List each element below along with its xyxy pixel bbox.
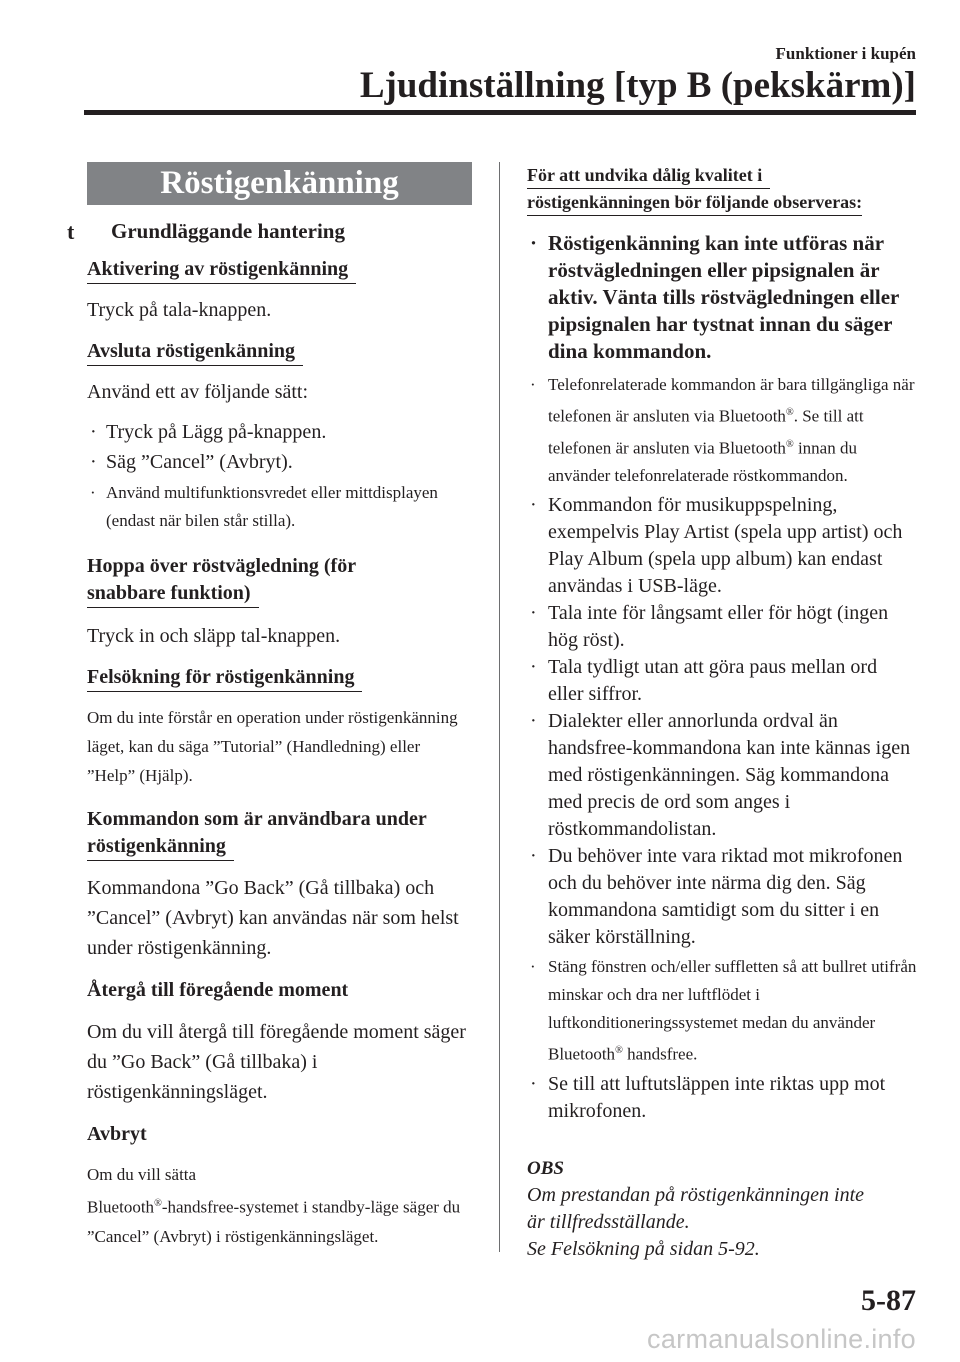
bullet-dot-icon: · xyxy=(530,1072,537,1095)
list-item xyxy=(527,230,917,365)
activate-text: Tryck på tala-knappen. xyxy=(87,299,272,321)
registered-mark: ® xyxy=(615,1045,623,1057)
cancel-text-rest: -handsfree-systemet i standby-läge säger du ”Cancel” (Avbryt) i röstigenkänningsläget. xyxy=(87,1197,461,1246)
basic-heading-row xyxy=(67,219,472,251)
list-item-text: Se till att luftutsläppen inte riktas upp mot mikrofonen. xyxy=(548,1072,886,1122)
list-item-text: Stäng fönstren och/eller suffletten så att bullret utifrån minskar och dra ner luftflödet i luftkonditioneringssystemet medan du använder xyxy=(548,957,917,1033)
header-rule xyxy=(84,110,916,115)
list-item xyxy=(87,417,472,447)
skip-text: Tryck in och släpp tal-knappen. xyxy=(87,625,341,647)
list-item-text: Dialekter eller annorlunda ordval än handsfree-kommandona kan inte kännas igen med röstigenkänningen. Säg kommandona med precis de ord som anges i röstkommandolistan. xyxy=(548,710,911,841)
header-section-label: Funktioner i kupén xyxy=(775,44,916,63)
right-column xyxy=(527,162,917,1263)
brand-name: Bluetooth xyxy=(87,1197,155,1217)
watermark: carmanualsonline.info xyxy=(647,1324,916,1354)
registered-mark: ® xyxy=(785,438,794,450)
bullet-dot-icon: · xyxy=(530,845,537,868)
trouble-heading: Felsökning för röstigenkänning xyxy=(87,664,362,692)
note-line: Om prestandan på röstigenkänningen inte xyxy=(527,1183,865,1206)
commands-text: Kommandona ”Go Back” (Gå tillbaka) och ”Cancel” (Avbryt) kan användas när som helst under röstigenkänning. xyxy=(87,877,459,959)
list-item-text: Röstigenkänning kan inte utföras när röstvägledningen eller pipsignalen är aktiv. Vänta tills röstvägledningen eller pipsignalen har tystnat innan du säger dina kommandon. xyxy=(548,231,899,363)
basic-heading: Grundläggande hantering xyxy=(111,219,345,243)
bullet-dot-icon: · xyxy=(530,656,537,679)
skip-heading-line1: Hoppa över röstvägledning (för xyxy=(87,555,357,577)
list-item-text: Tala inte för långsamt eller för högt (ingen hög röst). xyxy=(548,602,889,652)
cancel-text xyxy=(87,1160,472,1251)
page-number: 5-87 xyxy=(861,1284,916,1317)
column-divider xyxy=(499,162,500,1252)
list-item-text: Kommandon för musikuppspelning, exempelvis Play Artist (spela upp artist) och Play Album (spela upp album) kan endast användas i USB-läge. xyxy=(548,494,903,598)
bullet-dot-icon: · xyxy=(530,231,538,255)
list-item xyxy=(527,708,917,843)
commands-heading-line1: Kommandon som är användbara under xyxy=(87,808,427,830)
list-item-text: Tryck på Lägg på-knappen. xyxy=(106,421,327,443)
bullet-dot-icon: · xyxy=(530,494,537,517)
bullet-dot-icon: · xyxy=(90,451,97,473)
list-item xyxy=(527,843,917,951)
end-text: Använd ett av följande sätt: xyxy=(87,381,309,403)
end-heading: Avsluta röstigenkänning xyxy=(87,338,303,366)
bullet-dot-icon: · xyxy=(530,602,537,625)
list-item-text: Telefonrelaterade kommandon är bara tillgängliga när telefonen är ansluten via xyxy=(548,375,915,426)
list-item xyxy=(527,600,917,654)
commands-heading-line2: röstigenkänning xyxy=(87,833,234,861)
trouble-text: Om du inte förstår en operation under röstigenkänning läget, kan du säga ”Tutorial” (Handledning) eller ”Help” (Hjälp). xyxy=(87,708,458,785)
registered-mark: ® xyxy=(785,407,794,418)
list-item-text: Du behöver inte vara riktad mot mikrofonen och du behöver inte närma dig den. Säg kommandona samtidigt som du sitter i en säker körställning. xyxy=(548,845,903,949)
avoid-heading-line2: röstigenkänningen bör följande observeras: xyxy=(527,189,862,216)
bullet-dot-icon: · xyxy=(90,421,97,443)
back-heading: Återgå till föregående moment xyxy=(87,979,349,1001)
section-banner: Röstigenkänning xyxy=(87,162,472,205)
activate-heading: Aktivering av röstigenkänning xyxy=(87,256,356,284)
bullet-dot-icon: · xyxy=(530,957,536,977)
list-item-text: . Se till att telefonen är ansluten via xyxy=(548,406,864,458)
list-item-text: Använd multifunktionsvredet eller mittdisplayen (endast när bilen står stilla). xyxy=(106,483,438,530)
list-item xyxy=(527,953,917,1069)
list-item xyxy=(87,479,472,535)
list-item xyxy=(527,1071,917,1125)
list-item xyxy=(527,654,917,708)
bullet-dot-icon: · xyxy=(530,375,536,394)
list-item xyxy=(87,447,472,477)
brand-name: Bluetooth xyxy=(718,406,786,426)
registered-mark: ® xyxy=(154,1198,162,1209)
list-item-text: Säg ”Cancel” (Avbryt). xyxy=(106,451,293,473)
skip-heading-line2: snabbare funktion) xyxy=(87,580,259,608)
back-text: Om du vill återgå till föregående moment säger du ”Go Back” (Gå tillbaka) i röstigenkänningsläget. xyxy=(87,1021,466,1103)
list-item-text: Tala tydligt utan att göra paus mellan ord eller siffror. xyxy=(548,656,878,706)
left-column xyxy=(67,162,472,1251)
note-line: är tillfredsställande. xyxy=(527,1210,690,1233)
list-item-text: handsfree. xyxy=(622,1044,698,1064)
bullet-dot-icon: · xyxy=(530,710,537,733)
cancel-heading: Avbryt xyxy=(87,1123,147,1145)
list-item xyxy=(527,492,917,600)
cancel-text-line1: Om du vill sätta xyxy=(87,1165,197,1184)
note-title: OBS xyxy=(527,1157,564,1179)
list-item xyxy=(527,371,917,490)
brand-name: Bluetooth xyxy=(548,1044,616,1064)
list-item-text: innan du använder telefonrelaterade röstkommandon. xyxy=(548,438,857,486)
bookmark-icon: t xyxy=(67,219,75,244)
note-line: Se Felsökning på sidan 5-92. xyxy=(527,1237,760,1260)
bullet-dot-icon: · xyxy=(90,483,96,502)
page-title: Ljudinställning [typ B (pekskärm)] xyxy=(359,65,916,106)
brand-name: Bluetooth xyxy=(718,438,786,458)
avoid-heading-line1: För att undvika dålig kvalitet i xyxy=(527,162,770,189)
